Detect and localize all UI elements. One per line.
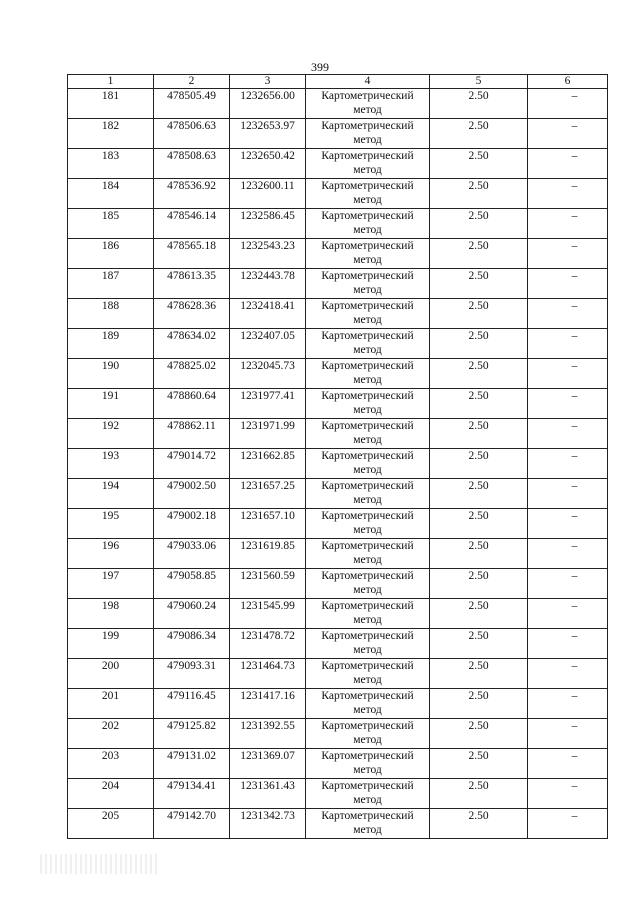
x-coordinate-cell: 479002.50	[154, 479, 230, 509]
note-value: –	[571, 450, 578, 462]
method-line-2: метод	[353, 734, 382, 746]
x-coordinate-cell: 478825.02	[154, 359, 230, 389]
point-number-cell: 198	[68, 599, 154, 629]
y-coordinate-cell: 1231662.85	[230, 449, 306, 479]
method-cell	[306, 149, 430, 179]
method-cell	[306, 599, 430, 629]
note-cell	[528, 749, 608, 779]
y-coordinate-cell: 1231545.99	[230, 599, 306, 629]
method-line-2: метод	[353, 614, 382, 626]
method-cell	[306, 689, 430, 719]
accuracy-cell: 2.50	[430, 719, 528, 749]
point-number-cell: 191	[68, 389, 154, 419]
x-coordinate-cell: 479134.41	[154, 779, 230, 809]
method-line-1: Картометрический	[321, 690, 414, 702]
method-line-1: Картометрический	[321, 330, 414, 342]
accuracy-cell: 2.50	[430, 479, 528, 509]
x-coordinate-cell: 478862.11	[154, 419, 230, 449]
method-cell	[306, 749, 430, 779]
x-coordinate-cell: 479131.02	[154, 749, 230, 779]
note-value: –	[571, 330, 578, 342]
note-value: –	[571, 150, 578, 162]
method-line-2: метод	[353, 644, 382, 656]
method-cell	[306, 329, 430, 359]
x-coordinate-cell: 479116.45	[154, 689, 230, 719]
y-coordinate-cell: 1232653.97	[230, 119, 306, 149]
table-row	[68, 239, 608, 269]
method-line-2: метод	[353, 164, 382, 176]
method-line-2: метод	[353, 674, 382, 686]
point-number-cell: 205	[68, 809, 154, 839]
y-coordinate-cell: 1231971.99	[230, 419, 306, 449]
table-row	[68, 629, 608, 659]
y-coordinate-cell: 1231361.43	[230, 779, 306, 809]
note-value: –	[571, 360, 578, 372]
table-row	[68, 419, 608, 449]
x-coordinate-cell: 479060.24	[154, 599, 230, 629]
note-value: –	[571, 570, 578, 582]
method-line-1: Картометрический	[321, 180, 414, 192]
x-coordinate-cell: 478613.35	[154, 269, 230, 299]
method-line-2: метод	[353, 494, 382, 506]
note-cell	[528, 209, 608, 239]
accuracy-cell: 2.50	[430, 509, 528, 539]
y-coordinate-cell: 1231478.72	[230, 629, 306, 659]
table-row	[68, 689, 608, 719]
note-value: –	[571, 270, 578, 282]
method-cell	[306, 389, 430, 419]
table-row	[68, 509, 608, 539]
method-line-2: метод	[353, 704, 382, 716]
note-cell	[528, 539, 608, 569]
method-line-2: метод	[353, 794, 382, 806]
method-line-2: метод	[353, 314, 382, 326]
point-number-cell: 201	[68, 689, 154, 719]
point-number-cell: 185	[68, 209, 154, 239]
y-coordinate-cell: 1232045.73	[230, 359, 306, 389]
note-cell	[528, 809, 608, 839]
table-row	[68, 539, 608, 569]
point-number-cell: 182	[68, 119, 154, 149]
note-cell	[528, 119, 608, 149]
accuracy-cell: 2.50	[430, 569, 528, 599]
note-value: –	[571, 540, 578, 552]
point-number-cell: 186	[68, 239, 154, 269]
y-coordinate-cell: 1231392.55	[230, 719, 306, 749]
method-cell	[306, 569, 430, 599]
method-cell	[306, 119, 430, 149]
note-value: –	[571, 660, 578, 672]
accuracy-cell: 2.50	[430, 359, 528, 389]
method-line-1: Картометрический	[321, 660, 414, 672]
y-coordinate-cell: 1231619.85	[230, 539, 306, 569]
method-line-2: метод	[353, 584, 382, 596]
method-line-1: Картометрический	[321, 780, 414, 792]
note-cell	[528, 509, 608, 539]
x-coordinate-cell: 479002.18	[154, 509, 230, 539]
note-cell	[528, 449, 608, 479]
method-line-1: Картометрический	[321, 510, 414, 522]
note-value: –	[571, 300, 578, 312]
method-cell	[306, 269, 430, 299]
table-row	[68, 209, 608, 239]
point-number-cell: 192	[68, 419, 154, 449]
y-coordinate-cell: 1231464.73	[230, 659, 306, 689]
accuracy-cell: 2.50	[430, 209, 528, 239]
x-coordinate-cell: 479093.31	[154, 659, 230, 689]
method-line-1: Картометрический	[321, 270, 414, 282]
table-body	[68, 89, 608, 839]
table-row	[68, 479, 608, 509]
accuracy-cell: 2.50	[430, 329, 528, 359]
y-coordinate-cell: 1231977.41	[230, 389, 306, 419]
point-number-cell: 196	[68, 539, 154, 569]
coordinates-table	[67, 74, 608, 839]
accuracy-cell: 2.50	[430, 419, 528, 449]
method-line-1: Картометрический	[321, 390, 414, 402]
point-number-cell: 189	[68, 329, 154, 359]
column-header-1: 1	[68, 75, 154, 89]
method-line-1: Картометрический	[321, 810, 414, 822]
accuracy-cell: 2.50	[430, 779, 528, 809]
note-cell	[528, 269, 608, 299]
note-cell	[528, 599, 608, 629]
method-cell	[306, 239, 430, 269]
point-number-cell: 200	[68, 659, 154, 689]
column-header-4: 4	[306, 75, 430, 89]
y-coordinate-cell: 1231657.10	[230, 509, 306, 539]
accuracy-cell: 2.50	[430, 809, 528, 839]
method-cell	[306, 539, 430, 569]
note-value: –	[571, 600, 578, 612]
y-coordinate-cell: 1232443.78	[230, 269, 306, 299]
column-header-6: 6	[528, 75, 608, 89]
table-row	[68, 119, 608, 149]
note-cell	[528, 299, 608, 329]
table-row	[68, 299, 608, 329]
y-coordinate-cell: 1232543.23	[230, 239, 306, 269]
x-coordinate-cell: 479086.34	[154, 629, 230, 659]
table-row	[68, 719, 608, 749]
method-cell	[306, 719, 430, 749]
method-line-2: метод	[353, 194, 382, 206]
method-line-1: Картометрический	[321, 570, 414, 582]
note-cell	[528, 719, 608, 749]
method-cell	[306, 179, 430, 209]
method-line-1: Картометрический	[321, 360, 414, 372]
method-line-1: Картометрический	[321, 420, 414, 432]
table-row	[68, 329, 608, 359]
method-cell	[306, 779, 430, 809]
method-line-1: Картометрический	[321, 90, 414, 102]
y-coordinate-cell: 1231417.16	[230, 689, 306, 719]
table-row	[68, 149, 608, 179]
note-value: –	[571, 810, 578, 822]
point-number-cell: 204	[68, 779, 154, 809]
method-line-2: метод	[353, 524, 382, 536]
table-row	[68, 389, 608, 419]
method-line-2: метод	[353, 284, 382, 296]
method-line-1: Картометрический	[321, 210, 414, 222]
accuracy-cell: 2.50	[430, 749, 528, 779]
method-cell	[306, 419, 430, 449]
table-row	[68, 809, 608, 839]
y-coordinate-cell: 1232650.42	[230, 149, 306, 179]
x-coordinate-cell: 479014.72	[154, 449, 230, 479]
y-coordinate-cell: 1232407.05	[230, 329, 306, 359]
method-line-2: метод	[353, 224, 382, 236]
method-cell	[306, 209, 430, 239]
note-cell	[528, 149, 608, 179]
method-line-1: Картометрический	[321, 720, 414, 732]
point-number-cell: 199	[68, 629, 154, 659]
table-row	[68, 269, 608, 299]
method-cell	[306, 629, 430, 659]
x-coordinate-cell: 478536.92	[154, 179, 230, 209]
point-number-cell: 197	[68, 569, 154, 599]
accuracy-cell: 2.50	[430, 689, 528, 719]
column-header-2: 2	[154, 75, 230, 89]
accuracy-cell: 2.50	[430, 539, 528, 569]
table-row	[68, 569, 608, 599]
accuracy-cell: 2.50	[430, 179, 528, 209]
table-header-row	[68, 75, 608, 89]
method-line-1: Картометрический	[321, 540, 414, 552]
method-line-2: метод	[353, 134, 382, 146]
accuracy-cell: 2.50	[430, 599, 528, 629]
table-row	[68, 449, 608, 479]
note-cell	[528, 89, 608, 119]
method-line-2: метод	[353, 344, 382, 356]
note-value: –	[571, 720, 578, 732]
note-cell	[528, 419, 608, 449]
method-cell	[306, 659, 430, 689]
point-number-cell: 181	[68, 89, 154, 119]
table-row	[68, 599, 608, 629]
method-line-1: Картометрический	[321, 300, 414, 312]
method-line-2: метод	[353, 554, 382, 566]
method-line-2: метод	[353, 254, 382, 266]
note-value: –	[571, 90, 578, 102]
method-line-1: Картометрический	[321, 600, 414, 612]
y-coordinate-cell: 1231342.73	[230, 809, 306, 839]
x-coordinate-cell: 479142.70	[154, 809, 230, 839]
note-cell	[528, 179, 608, 209]
accuracy-cell: 2.50	[430, 299, 528, 329]
method-line-2: метод	[353, 374, 382, 386]
x-coordinate-cell: 478506.63	[154, 119, 230, 149]
accuracy-cell: 2.50	[430, 269, 528, 299]
note-cell	[528, 569, 608, 599]
y-coordinate-cell: 1231657.25	[230, 479, 306, 509]
table-row	[68, 749, 608, 779]
y-coordinate-cell: 1232586.45	[230, 209, 306, 239]
method-line-2: метод	[353, 104, 382, 116]
method-line-1: Картометрический	[321, 630, 414, 642]
accuracy-cell: 2.50	[430, 149, 528, 179]
point-number-cell: 195	[68, 509, 154, 539]
note-cell	[528, 359, 608, 389]
table-row	[68, 359, 608, 389]
note-value: –	[571, 690, 578, 702]
method-line-1: Картометрический	[321, 240, 414, 252]
accuracy-cell: 2.50	[430, 239, 528, 269]
table-row	[68, 779, 608, 809]
x-coordinate-cell: 478860.64	[154, 389, 230, 419]
accuracy-cell: 2.50	[430, 89, 528, 119]
note-value: –	[571, 210, 578, 222]
method-cell	[306, 509, 430, 539]
method-cell	[306, 479, 430, 509]
point-number-cell: 183	[68, 149, 154, 179]
point-number-cell: 194	[68, 479, 154, 509]
point-number-cell: 193	[68, 449, 154, 479]
method-line-2: метод	[353, 434, 382, 446]
note-value: –	[571, 240, 578, 252]
method-line-1: Картометрический	[321, 480, 414, 492]
note-cell	[528, 659, 608, 689]
method-cell	[306, 299, 430, 329]
note-cell	[528, 329, 608, 359]
accuracy-cell: 2.50	[430, 659, 528, 689]
x-coordinate-cell: 478505.49	[154, 89, 230, 119]
note-cell	[528, 629, 608, 659]
method-cell	[306, 359, 430, 389]
method-line-1: Картометрический	[321, 750, 414, 762]
note-cell	[528, 479, 608, 509]
point-number-cell: 190	[68, 359, 154, 389]
method-cell	[306, 809, 430, 839]
y-coordinate-cell: 1231369.07	[230, 749, 306, 779]
method-line-2: метод	[353, 404, 382, 416]
x-coordinate-cell: 478508.63	[154, 149, 230, 179]
note-value: –	[571, 510, 578, 522]
note-value: –	[571, 780, 578, 792]
table-row	[68, 89, 608, 119]
note-cell	[528, 779, 608, 809]
accuracy-cell: 2.50	[430, 629, 528, 659]
point-number-cell: 188	[68, 299, 154, 329]
note-value: –	[571, 120, 578, 132]
x-coordinate-cell: 479125.82	[154, 719, 230, 749]
y-coordinate-cell: 1232418.41	[230, 299, 306, 329]
note-value: –	[571, 630, 578, 642]
method-line-2: метод	[353, 464, 382, 476]
column-header-5: 5	[430, 75, 528, 89]
method-cell	[306, 449, 430, 479]
note-cell	[528, 389, 608, 419]
method-line-2: метод	[353, 824, 382, 836]
note-cell	[528, 689, 608, 719]
y-coordinate-cell: 1232600.11	[230, 179, 306, 209]
accuracy-cell: 2.50	[430, 389, 528, 419]
note-value: –	[571, 390, 578, 402]
point-number-cell: 202	[68, 719, 154, 749]
x-coordinate-cell: 478634.02	[154, 329, 230, 359]
scan-artifact	[40, 854, 160, 874]
method-line-1: Картометрический	[321, 450, 414, 462]
note-value: –	[571, 420, 578, 432]
x-coordinate-cell: 479033.06	[154, 539, 230, 569]
y-coordinate-cell: 1231560.59	[230, 569, 306, 599]
point-number-cell: 203	[68, 749, 154, 779]
x-coordinate-cell: 479058.85	[154, 569, 230, 599]
x-coordinate-cell: 478628.36	[154, 299, 230, 329]
page-number: 399	[311, 60, 329, 74]
note-value: –	[571, 480, 578, 492]
point-number-cell: 187	[68, 269, 154, 299]
note-value: –	[571, 750, 578, 762]
accuracy-cell: 2.50	[430, 449, 528, 479]
table-row	[68, 659, 608, 689]
method-line-1: Картометрический	[321, 150, 414, 162]
table-row	[68, 179, 608, 209]
x-coordinate-cell: 478546.14	[154, 209, 230, 239]
column-header-3: 3	[230, 75, 306, 89]
point-number-cell: 184	[68, 179, 154, 209]
note-value: –	[571, 180, 578, 192]
note-cell	[528, 239, 608, 269]
method-line-1: Картометрический	[321, 120, 414, 132]
y-coordinate-cell: 1232656.00	[230, 89, 306, 119]
accuracy-cell: 2.50	[430, 119, 528, 149]
method-line-2: метод	[353, 764, 382, 776]
x-coordinate-cell: 478565.18	[154, 239, 230, 269]
method-cell	[306, 89, 430, 119]
